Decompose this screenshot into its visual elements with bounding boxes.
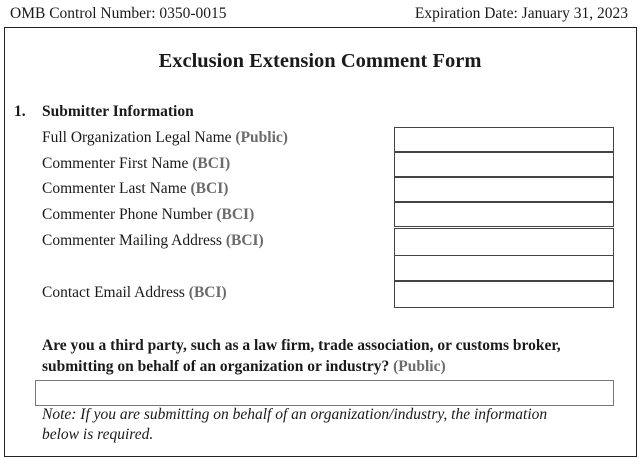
phone-field[interactable] <box>394 202 614 227</box>
expiration-date: Expiration Date: January 31, 2023 <box>414 5 628 22</box>
section-title: Submitter Information <box>42 103 194 120</box>
question-line-1: Are you a third party, such as a law firm, trade association, or customs broker, <box>42 337 561 354</box>
mailing-address-label: Commenter Mailing Address (BCI) <box>42 232 264 249</box>
public-tag: (Public) <box>235 129 288 146</box>
third-party-question <box>42 335 632 377</box>
question-line-2: submitting on behalf of an organization or industry? (Public) <box>42 358 446 375</box>
last-name-label: Commenter Last Name (BCI) <box>42 180 229 197</box>
bci-tag: (BCI) <box>188 284 227 301</box>
mailing-address-divider <box>394 255 614 256</box>
email-label: Contact Email Address (BCI) <box>42 284 227 301</box>
submission-note: Note: If you are submitting on behalf of an organization/industry, the information below is required. <box>42 406 548 443</box>
bci-tag: (BCI) <box>190 180 229 197</box>
last-name-field[interactable] <box>394 177 614 202</box>
email-field[interactable] <box>394 281 614 308</box>
first-name-label: Commenter First Name (BCI) <box>42 155 231 172</box>
bci-tag: (BCI) <box>216 206 255 223</box>
phone-label: Commenter Phone Number (BCI) <box>42 206 255 223</box>
first-name-field[interactable] <box>394 152 614 177</box>
public-tag: (Public) <box>393 358 446 375</box>
org-name-field[interactable] <box>394 127 614 152</box>
omb-control-number: OMB Control Number: 0350-0015 <box>10 5 227 22</box>
form-title: Exclusion Extension Comment Form <box>158 50 482 72</box>
third-party-answer-field[interactable] <box>35 380 614 406</box>
org-name-label: Full Organization Legal Name (Public) <box>42 129 288 146</box>
section-number: 1. <box>14 103 26 120</box>
bci-tag: (BCI) <box>225 232 264 249</box>
bci-tag: (BCI) <box>192 155 231 172</box>
